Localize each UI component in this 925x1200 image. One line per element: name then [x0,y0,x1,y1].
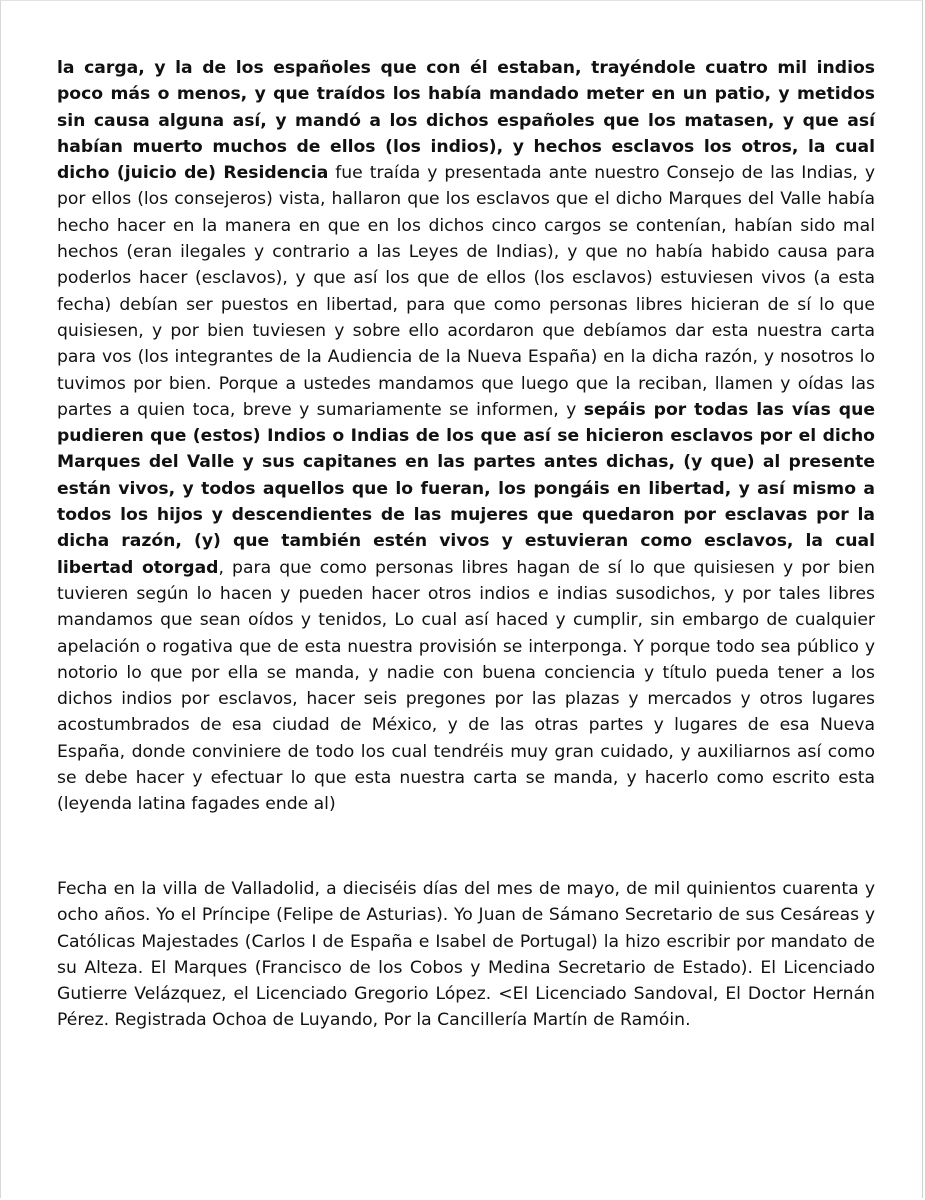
passage-council-ruling: fue traída y presentada ante nuestro Consejo de las Indias, y por ellos (los consejeros) vista, hallaron que los esclavos que el dicho Marques del Valle había hecho hacer en la manera en que en los dichos cinco cargos se contenían, habían sido mal hechos (eran ilegales y contrario a las Leyes de Indias), y que no había habido causa para poderlos hacer (esclavos), y que así los que de ellos (los esclavos) estuviesen vivos (a esta fecha) debían ser puestos en libertad, para que como personas libres hicieran de sí lo que quisiesen, y por bien tuviesen y sobre ello acordaron que debíamos dar esta nuestra carta para vos (los integrantes de la Audiencia de la Nueva España) en la dicha razón, y nosotros lo tuvimos por bien. Porque a ustedes mandamos que luego que la reciban, llamen y oídas las partes a quien toca, breve y sumariamente se informen, y [57,163,875,420]
closing-paragraph: Fecha en la villa de Valladolid, a dieciséis días del mes de mayo, de mil quinientos cuarenta y ocho años. Yo el Príncipe (Felipe de Asturias). Yo Juan de Sámano Secretario de sus Cesáreas y Católicas Majestades (Carlos I de España e Isabel de Portugal) la hizo escribir por mandato de su Alteza. El Marques (Francisco de los Cobos y Medina Secretario de Estado). El Licenciado Gutierre Velázquez, el Licenciado Gregorio López. <El Licenciado Sandoval, El Doctor Hernán Pérez. Registrada Ochoa de Luyando, Por la Cancillería Martín de Ramóin. [57,879,875,1031]
body-paragraph [57,55,875,818]
passage-proclamation: , para que como personas libres hagan de sí lo que quisiesen y por bien tuvieren según lo hacen y pueden hacer otros indios e indias susodichos, y por tales libres mandamos que sean oídos y tenidos, Lo cual así haced y cumplir, sin embargo de cualquier apelación o rogativa que de esta nuestra provisión se interponga. Y porque todo sea público y notorio lo que por ella se manda, y nadie con buena conciencia y título pueda tener a los dichos indios por esclavos, hacer seis pregones por las plazas y mercados y otros lugares acostumbrados de esa ciudad de México, y de las otras partes y lugares de esa Nueva España, donde conviniere de todo los cual tendréis muy gran cuidado, y auxiliarnos así como se debe hacer y efectuar lo que esta nuestra carta se manda, y hacerlo como escrito esta (leyenda latina fagades ende al) [57,557,875,815]
bold-passage-massacre: la carga, y la de los españoles que con él estaban, trayéndole cuatro mil indios poco más o menos, y que traídos los había mandado meter en un patio, y metidos sin causa alguna así, y mandó a los dichos españoles que los matasen, y que así habían muerto muchos de ellos (los indios), y hechos esclavos los otros, la cual dicho (juicio de) Residencia [57,58,875,184]
bold-passage-liberation-order: sepáis por todas las vías que pudieren que (estos) Indios o Indias de los que así se hicieron esclavos por el dicho Marques del Valle y sus capitanes en las partes antes dichas, (y que) al presente están vivos, y todos aquellos que lo fueran, los pongáis en libertad, y así mismo a todos los hijos y descendientes de las mujeres que quedaron por esclavas por la dicha razón, (y) que también estén vivos y estuvieran como esclavos, la cual libertad otorgad [57,399,875,578]
